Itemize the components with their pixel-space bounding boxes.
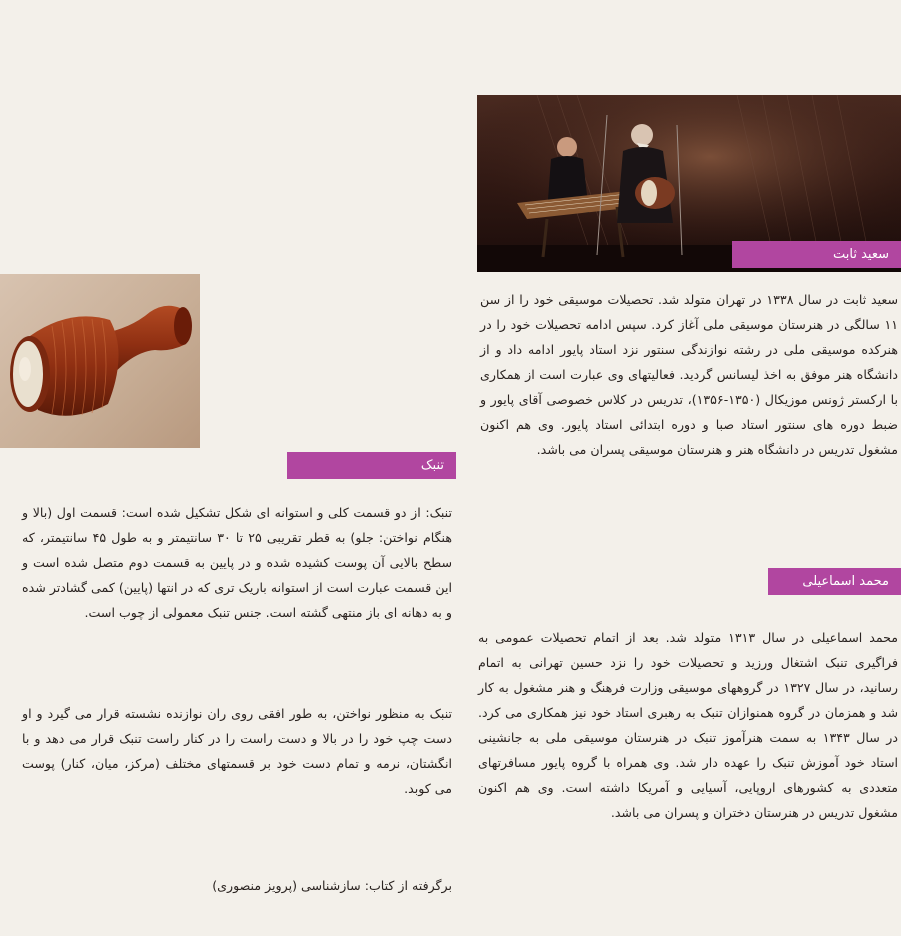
heading-saeid-sabet: سعید ثابت	[732, 241, 901, 268]
saeid-sabet-bio: سعید ثابت در سال ۱۳۳۸ در تهران متولد شد. تحصیلات موسیقی خود را از سن ۱۱ سالگی در هنرستان موسیقی ملی آغاز کرد. سپس ادامه تحصیلات خود را در هنرکده موسیقی ملی در رشته نوازندگی سنتور نزد استاد پایور ادامه داد و از دانشگاه هنر موفق به اخذ لیسانس گردید. فعالیتهای وی عبارت است از همکاری با ارکستر ژونس موزیکال (۱۳۵۰-۱۳۵۶)، تدریس در کلاس خصوصی آقای پایور و ضبط دوره های سنتور استاد صبا و دوره ابتدائی استاد پایور. وی هم اکنون مشغول تدریس در دانشگاه هنر و هنرستان موسیقی پسران می باشد.	[480, 292, 899, 457]
tonbak-drum-photo	[0, 274, 200, 448]
heading-tonbak: تنبک	[287, 452, 456, 479]
source-citation: برگرفته از کتاب: سازشناسی (پرویز منصوری)	[212, 878, 452, 893]
mohammad-esmaeili-bio: محمد اسماعیلی در سال ۱۳۱۳ متولد شد. بعد از اتمام تحصیلات عمومی به فراگیری تنبک اشتغال ورزید و تحصیلات خود را نزد حسین تهرانی به اتمام رسانید، در سال ۱۳۲۷ در گروههای موسیقی وزارت فرهنگ و هنر مشغول به کار شد و همزمان در گروه همنوازان تنبک به رهبری استاد خود نیز همکاری می کرد. در سال ۱۳۴۳ به سمت هنرآموز تنبک در هنرستان موسیقی ملی به جانشینی استاد خود آموزش تنبک را عهده دار شد. وی همراه با گروه پایور مسافرتهای متعددی به کشورهای اروپایی، آسیایی و آمریکا داشته است. وی هم اکنون مشغول تدریس در هنرستان دختران و پسران می باشد.	[478, 630, 898, 820]
heading-mohammad-esmaeili: محمد اسماعیلی	[768, 568, 901, 595]
tonbak-description: تنبک: از دو قسمت کلی و استوانه ای شکل تشکیل شده است: قسمت اول (بالا و هنگام نواختن: جلو) به قطر تقریبی ۲۵ تا ۳۰ سانتیمتر و به طول ۴۵ سانتیمتر، که سطح بالایی آن پوست کشیده شده و در پایین به قسمت دوم متصل شده است و این قسمت عبارت است از استوانه باریک تری که در انتها (پایین) کمی گشادتر شده و به دهانه ای باز منتهی گشته است. جنس تنبک معمولی از چوب است.	[22, 505, 452, 620]
tonbak-playing-technique: تنبک به منظور نواختن، به طور افقی روی ران نوازنده نشسته قرار می گیرد و او دست چپ خود را در بالا و دست راست را در کنار راست تنبک قرار می دهد و با انگشتان، نرمه و تمام دست خود بر قسمتهای مختلف (مرکز، میان، کنار) پوست می کوبد.	[22, 706, 452, 796]
